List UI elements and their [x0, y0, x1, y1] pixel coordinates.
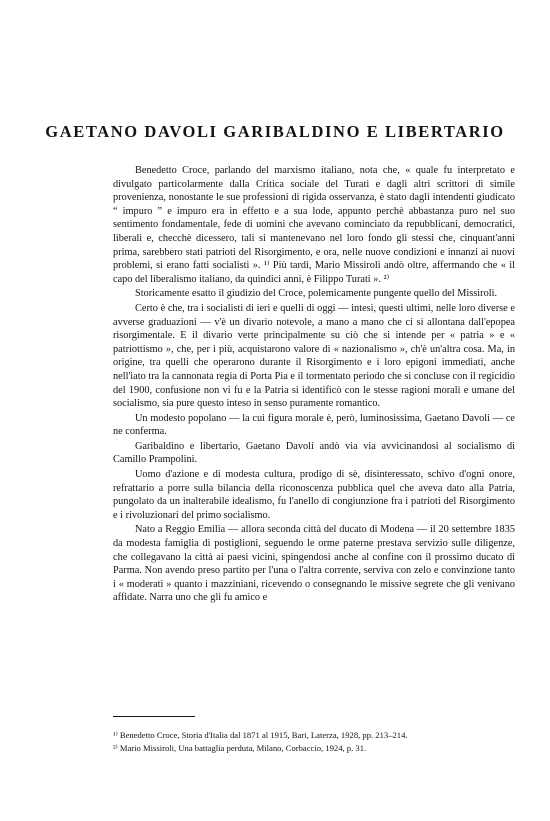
footnote-2: ²⁾ Mario Missiroli, Una battaglia perduta, Milano, Corbaccio, 1924, p. 31. — [113, 742, 367, 753]
footnotes — [113, 730, 515, 755]
footnote-divider — [113, 716, 195, 717]
paragraph-2: Storicamente esatto il giudizio del Croce, polemicamente pungente quello del Missiroli. — [135, 288, 498, 300]
body-text — [113, 164, 515, 606]
footnote-1: ¹⁾ Benedetto Croce, Storia d'Italia dal 1871 al 1915, Bari, Laterza, 1928, pp. 213–214. — [113, 730, 408, 740]
paragraph-6: Uomo d'azione e di modesta cultura, prodigo di sè, disinteressato, schivo d'ogni onore, refrattario a porre sulla bilancia della riconoscenza pubblica quel che aveva dato alla Patria, pungolato da un inalterabile idealismo, fu l'anello di congiunzione fra i patrioti del Risorgimento e i rivoluzionari del primo socialismo. — [113, 469, 515, 521]
paragraph-7: Nato a Reggio Emilia — allora seconda città del ducato di Modena — il 20 settembre 1835 da modesta famiglia di postiglioni, seguendo le orme paterne prestava servizio sulle diligenze, che collegavano la città ai paesi vicini, spingendosi anche al confine con il prossimo ducato di Parma. Non avendo preso partito per l'una o l'altra corrente, serviva con zelo e convinzione tanto i « moderati » quanto i mazziniani, ricevendo o consegnando le missive segrete che gli venivano affidate. Narra uno che gli fu amico e — [113, 524, 515, 604]
paragraph-4: Un modesto popolano — la cui figura morale è, però, luminosissima, Gaetano Davoli — ce ne conferma. — [113, 412, 515, 438]
paragraph-3: Certo è che, tra i socialisti di ieri e quelli di oggi — intesi, questi ultimi, nelle loro diverse e avverse graduazioni — v'è un divario notevole, a mano a mano che ci si allontana dall'epopea risorgimentale. E il divario verte principalmente su ciò che si intende per « patria » e « patriottismo », che, per i più, acquistarono valore di « nazionalismo », ch'è un'altra cosa. Ma, in origine, tra quelli che operarono durante il Risorgimento e i loro epigoni immediati, anche nell'iato tra la cannonata regia di Porta Pia e il tormentato periodo che si concluse con il regicidio del 1900, confusione non vi fu e la Patria si identificò con le stesse ragioni morali e umane del socialismo, sia pure questo inteso in senso puramente romantico. — [113, 302, 515, 410]
paragraph-5: Garibaldino e libertario, Gaetano Davoli andò via via avvicinandosi al socialismo di Camillo Prampolini. — [113, 440, 515, 466]
chapter-title: GAETANO DAVOLI GARIBALDINO E LIBERTARIO — [45, 122, 505, 141]
paragraph-1: Benedetto Croce, parlando del marxismo italiano, nota che, « quale fu interpretato e divulgato particolarmente dalla Critica sociale del Turati e dagli altri scrittori di simile provenienza, nonostante le sue professioni di rigida osservanza, è stato dagli intendenti giudicato “ impuro ” e impuro era in effetto e a sua lode, appunto perchè abbastanza puro nel suo sentimento fondamentale, fede di uomini che avevano cominciato da repubblicani, democratici, liberali e, checchè dicessero, tali si mantenevano nel loro fondo gli stessi che, cinquant'anni prima, sarebbero stati patrioti del Risorgimento, e ora, nelle nuove condizioni e innanzi ai nuovi problemi, si erano fatti socialisti ». ¹⁾ Più tardi, Mario Missiroli andò oltre, affermando che « il capo del liberalismo italiano, da quindici anni, è Filippo Turati ». ²⁾ — [113, 165, 515, 285]
